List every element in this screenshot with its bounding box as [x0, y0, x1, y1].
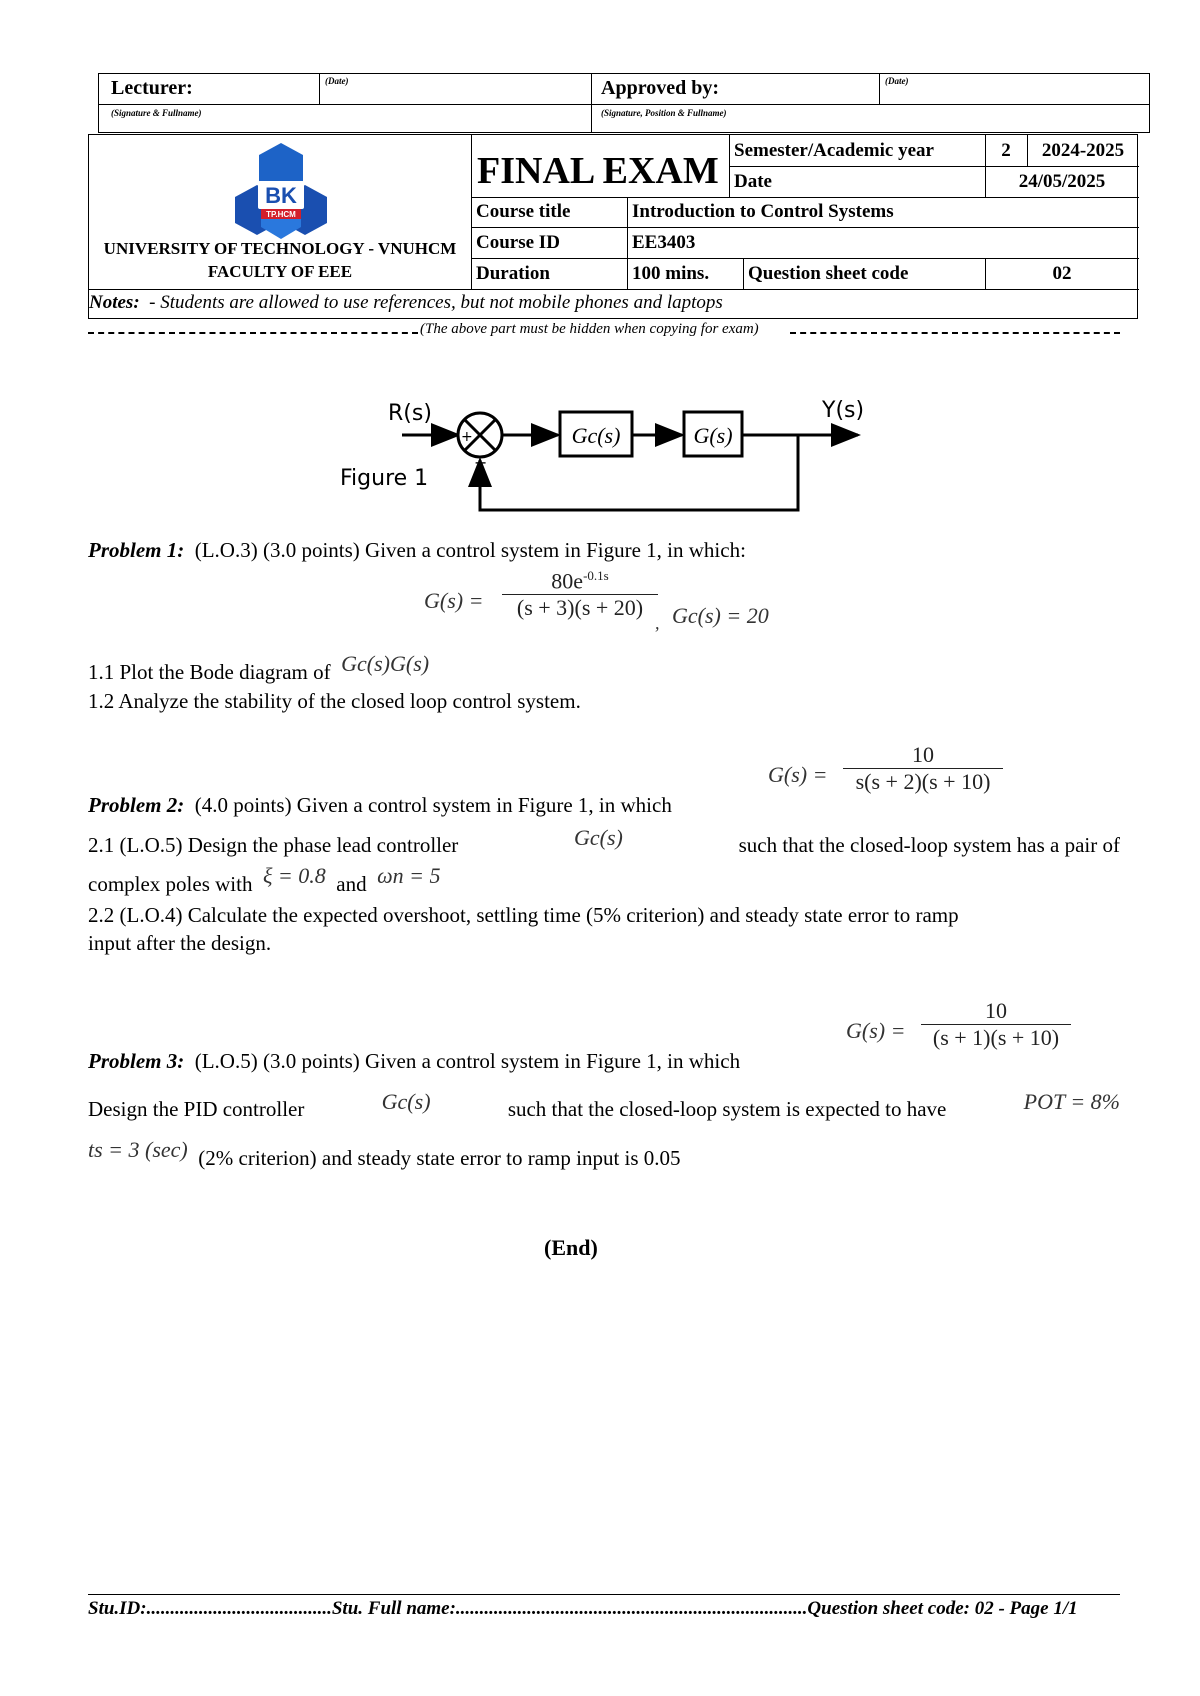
course-id-value: EE3403	[632, 231, 696, 253]
course-id-label: Course ID	[476, 231, 560, 253]
problem3-ts: ts = 3 (sec)	[88, 1137, 188, 1162]
problem3-g-fraction	[921, 998, 1071, 1051]
problem2-intro	[88, 792, 672, 819]
output-label: Y(s)	[822, 398, 865, 423]
problem2-q1-math: Gc(s)	[574, 825, 623, 850]
duration-label: Duration	[476, 262, 550, 284]
approved-sign-hint: (Signature, Position & Fullname)	[601, 108, 727, 118]
controller-label: Gc(s)	[571, 423, 621, 448]
problem2-g-fraction	[843, 742, 1003, 795]
problem1-g-lhs: G(s) =	[424, 588, 484, 613]
problem3-pot: POT = 8%	[1023, 1089, 1120, 1114]
bk-logo-icon	[231, 141, 331, 249]
problem1-title: Problem 1:	[88, 538, 185, 562]
problem2-g-num: 10	[843, 742, 1003, 769]
university-name: UNIVERSITY OF TECHNOLOGY - VNUHCM	[103, 239, 457, 258]
course-title-label: Course title	[476, 201, 571, 222]
semester-label: Semester/Academic year	[734, 139, 934, 161]
problem3-q-math: Gc(s)	[381, 1089, 431, 1114]
figure-caption: Figure 1	[340, 466, 429, 491]
dashed-separator-right	[790, 332, 1120, 334]
footer-info: Stu.ID:.......................................Stu. Full name:..........................................................................Question sheet code: 02 - Page 1/1	[88, 1598, 1078, 1619]
problem1-q1-math: Gc(s)G(s)	[341, 651, 430, 676]
header-divider	[89, 289, 1139, 290]
problem1-g-fraction	[502, 568, 658, 621]
lecturer-sign-hint: (Signature & Fullname)	[111, 108, 202, 118]
problem1-separator: ,	[655, 613, 660, 633]
minus-sign: −	[474, 453, 488, 472]
exam-title: FINAL EXAM	[477, 150, 719, 192]
problem3-q-a: Design the PID controller	[88, 1097, 305, 1121]
logo-subtext: TP.HCM	[266, 210, 296, 219]
problem2-q2-line2: input after the design.	[88, 931, 272, 955]
end-marker: (End)	[544, 1235, 598, 1260]
problem1-q2: 1.2 Analyze the stability of the closed loop control system.	[88, 689, 581, 713]
logo-text: BK	[265, 183, 297, 208]
plant-label: G(s)	[693, 423, 733, 448]
dashed-separator-left	[88, 332, 418, 334]
problem2-wn: ωn = 5	[377, 863, 441, 888]
footer-rule	[88, 1594, 1120, 1595]
problem3-q-c: (2% criterion) and steady state error to ramp input is 0.05	[198, 1146, 681, 1170]
approval-column-divider	[591, 74, 592, 132]
problem3-q-line1	[88, 1089, 1120, 1123]
problem2-q1-line2	[88, 863, 441, 898]
problem2-and: and	[336, 872, 367, 896]
approval-date-divider-left	[319, 74, 320, 104]
notes	[89, 292, 723, 314]
lecturer-date-hint: (Date)	[325, 76, 349, 86]
approved-date-hint: (Date)	[885, 76, 909, 86]
problem1-gc-eq: Gc(s) = 20	[672, 603, 769, 628]
academic-year: 2024-2025	[1041, 139, 1125, 161]
problem2-q2-line1: 2.2 (L.O.4) Calculate the expected overshoot, settling time (5% criterion) and steady state error to ramp	[88, 903, 959, 927]
problem3-g-den: (s + 1)(s + 10)	[932, 1025, 1060, 1050]
problem2-q1-line1	[88, 825, 1120, 859]
date-label: Date	[734, 170, 772, 192]
duration-value: 100 mins.	[632, 262, 710, 284]
approved-label: Approved by:	[601, 77, 719, 99]
date-value: 24/05/2025	[1018, 170, 1106, 192]
lecturer-label: Lecturer:	[111, 77, 193, 99]
problem3-title: Problem 3:	[88, 1049, 185, 1073]
problem2-g-den: s(s + 2)(s + 10)	[855, 769, 991, 794]
problem1-g-den: (s + 3)(s + 20)	[516, 595, 644, 621]
problem1-q1	[88, 651, 430, 686]
course-title-value: Introduction to Control Systems	[632, 201, 894, 222]
problem2-text: (4.0 points) Given a control system in Figure 1, in which	[194, 793, 672, 817]
approval-divider	[99, 104, 1149, 105]
problem2-xi: ξ = 0.8	[262, 863, 326, 888]
notes-label: Notes:	[89, 292, 140, 313]
problem3-q-line2	[88, 1137, 681, 1172]
exam-header-table	[88, 134, 1138, 319]
problem3-intro	[88, 1048, 740, 1075]
block-diagram	[330, 390, 890, 520]
problem3-q-b: such that the closed-loop system is expected to have	[507, 1097, 947, 1121]
problem1-g-num: 80e	[551, 568, 584, 594]
problem2-q1-a: 2.1 (L.O.5) Design the phase lead controller	[88, 833, 459, 857]
problem3-text: (L.O.5) (3.0 points) Given a control system in Figure 1, in which	[194, 1049, 741, 1073]
problem2-title: Problem 2:	[88, 793, 185, 817]
problem1-intro	[88, 537, 746, 564]
question-code-value: 02	[1052, 262, 1072, 284]
question-code-label: Question sheet code	[748, 262, 909, 284]
approval-date-divider-right	[879, 74, 880, 104]
feedback-path	[480, 435, 798, 510]
input-label: R(s)	[388, 401, 432, 426]
faculty-name: FACULTY OF EEE	[207, 262, 353, 281]
problem2-q1-b: such that the closed-loop system has a pair of	[738, 833, 1120, 857]
semester-value: 2	[1001, 139, 1011, 161]
problem3-g-lhs: G(s) =	[846, 1018, 906, 1043]
problem2-g-lhs: G(s) =	[768, 762, 828, 787]
plus-sign: +	[461, 429, 473, 445]
approval-table	[98, 73, 1150, 133]
notes-text: - Students are allowed to use references, but not mobile phones and laptops	[149, 292, 723, 313]
problem3-g-num: 10	[921, 998, 1071, 1025]
problem1-g-exp: -0.1s	[583, 568, 609, 583]
problem1-q1-text: 1.1 Plot the Bode diagram of	[88, 660, 331, 684]
hidden-note: (The above part must be hidden when copying for exam)	[420, 321, 759, 337]
problem1-text: (L.O.3) (3.0 points) Given a control system in Figure 1, in which:	[194, 538, 746, 562]
problem2-q1-c: complex poles with	[88, 872, 253, 896]
